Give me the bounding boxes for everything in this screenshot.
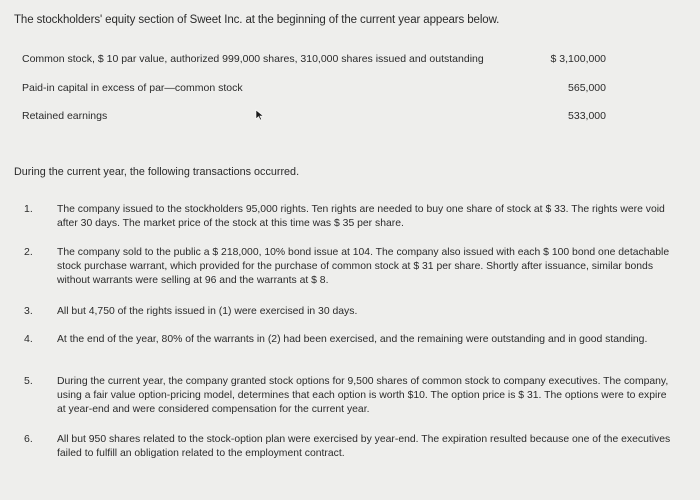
- item-text: The company issued to the stockholders 95,000 rights. Ten rights are needed to buy one share of stock at $ 33. The rights were void after 30 days. The market price of the stock at this time was $ 35 per share.: [57, 204, 665, 229]
- item-number: 2.: [24, 246, 33, 258]
- item-text: All but 4,750 of the rights issued in (1) were exercised in 30 days.: [57, 306, 358, 317]
- item-text: All but 950 shares related to the stock-option plan were exercised by year-end. The expiration resulted because one of the executives failed to fulfill an obligation related to the employment contract.: [57, 434, 671, 459]
- item-text: The company sold to the public a $ 218,000, 10% bond issue at 104. The company also issued with each $ 100 bond one detachable stock purchase warrant, which provided for the purchase of common stock at $ 31 per share. Shortly after issuance, similar bonds without warrants were selling at 96 and the warrants at $ 8.: [57, 247, 670, 286]
- equity-amount: 533,000: [568, 110, 606, 122]
- mouse-pointer-icon: [255, 109, 265, 121]
- item-text: During the current year, the company granted stock options for 9,500 shares of common stock to company executives. The company, using a fair value option-pricing model, determines that each option is worth $10. The option price is $ 31. The options were to expire at year-end and were considered compensation for the current year.: [57, 376, 669, 415]
- equity-row-common-stock: [0, 53, 700, 71]
- item-number: 6.: [24, 433, 33, 445]
- equity-label: Common stock, $ 10 par value, authorized 999,000 shares, 310,000 shares issued and outstanding: [22, 53, 484, 65]
- transactions-lead: During the current year, the following transactions occurred.: [14, 166, 300, 178]
- equity-label: Retained earnings: [22, 110, 108, 122]
- item-number: 5.: [24, 375, 33, 387]
- equity-row-paid-in-capital: [0, 82, 700, 100]
- equity-label: Paid-in capital in excess of par—common stock: [22, 82, 243, 94]
- equity-amount: $ 3,100,000: [550, 53, 606, 65]
- item-number: 1.: [24, 203, 33, 215]
- item-number: 3.: [24, 305, 33, 317]
- problem-intro: The stockholders' equity section of Sweet Inc. at the beginning of the current year appears below.: [14, 14, 500, 26]
- equity-amount: 565,000: [568, 82, 606, 94]
- item-number: 4.: [24, 333, 33, 345]
- equity-row-retained-earnings: [0, 110, 700, 128]
- item-text: At the end of the year, 80% of the warrants in (2) had been exercised, and the remaining were outstanding and in good standing.: [57, 334, 648, 345]
